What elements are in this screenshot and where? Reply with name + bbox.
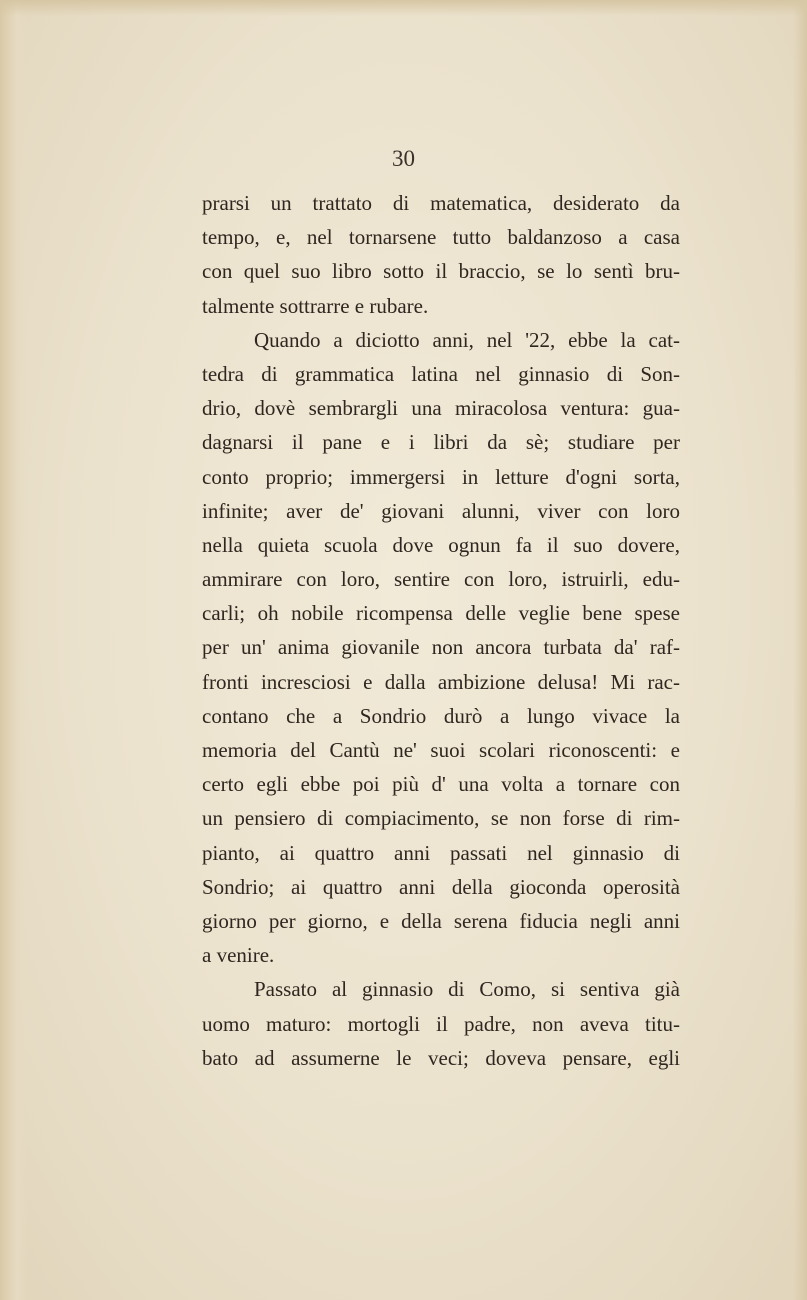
text-line: dagnarsi il pane e i libri da sè; studiare per bbox=[202, 430, 680, 455]
text-line: drio, dovè sembrargli una miracolosa ventura: gua- bbox=[202, 396, 680, 421]
text-line: ammirare con loro, sentire con loro, istruirli, edu- bbox=[202, 567, 680, 592]
text-line: memoria del Cantù ne' suoi scolari riconoscenti: e bbox=[202, 738, 680, 762]
text-line: un pensiero di compiacimento, se non forse di rim- bbox=[202, 806, 680, 831]
text-line: contano che a Sondrio durò a lungo vivace la bbox=[202, 703, 680, 728]
text-line: con quel suo libro sotto il braccio, se lo sentì bru- bbox=[202, 259, 680, 284]
text-line: talmente sottrarre e rubare. bbox=[202, 293, 429, 318]
page-edge-right bbox=[793, 0, 807, 1300]
text-line: uomo maturo: mortogli il padre, non aveva titu- bbox=[202, 1011, 680, 1036]
text-line: tempo, e, nel tornarsene tutto baldanzoso a casa bbox=[202, 225, 680, 250]
text-line: prarsi un trattato di matematica, desiderato da bbox=[202, 191, 680, 215]
text-line: conto proprio; immergersi in letture d'ogni sorta, bbox=[202, 464, 680, 489]
text-line: nella quieta scuola dove ognun fa il suo dovere, bbox=[202, 532, 680, 557]
text-line: infinite; aver de' giovani alunni, viver con loro bbox=[202, 498, 680, 523]
text-line: giorno per giorno, e della serena fiducia negli anni bbox=[202, 908, 680, 933]
text-line: bato ad assumerne le veci; doveva pensare, egli bbox=[202, 1045, 680, 1070]
text-line: per un' anima giovanile non ancora turbata da' raf- bbox=[202, 635, 680, 660]
text-line: carli; oh nobile ricompensa delle veglie bene spese bbox=[202, 601, 680, 626]
text-line: pianto, ai quattro anni passati nel ginnasio di bbox=[202, 840, 680, 865]
text-line: tedra di grammatica latina nel ginnasio di Son- bbox=[202, 361, 680, 386]
text-line: Quando a diciotto anni, nel '22, ebbe la cat- bbox=[254, 327, 680, 352]
text-line: a venire. bbox=[202, 943, 275, 968]
page-number: 30 bbox=[392, 146, 415, 171]
text-line: Passato al ginnasio di Como, si sentiva già bbox=[254, 977, 680, 1002]
text-line: certo egli ebbe poi più d' una volta a tornare con bbox=[202, 772, 680, 797]
text-line: fronti incresciosi e dalla ambizione delusa! Mi rac- bbox=[202, 669, 680, 694]
body-text bbox=[202, 186, 680, 1075]
page-edge-top bbox=[0, 0, 807, 16]
page-edge-left bbox=[0, 0, 28, 1300]
text-line: Sondrio; ai quattro anni della gioconda operosità bbox=[202, 874, 680, 899]
